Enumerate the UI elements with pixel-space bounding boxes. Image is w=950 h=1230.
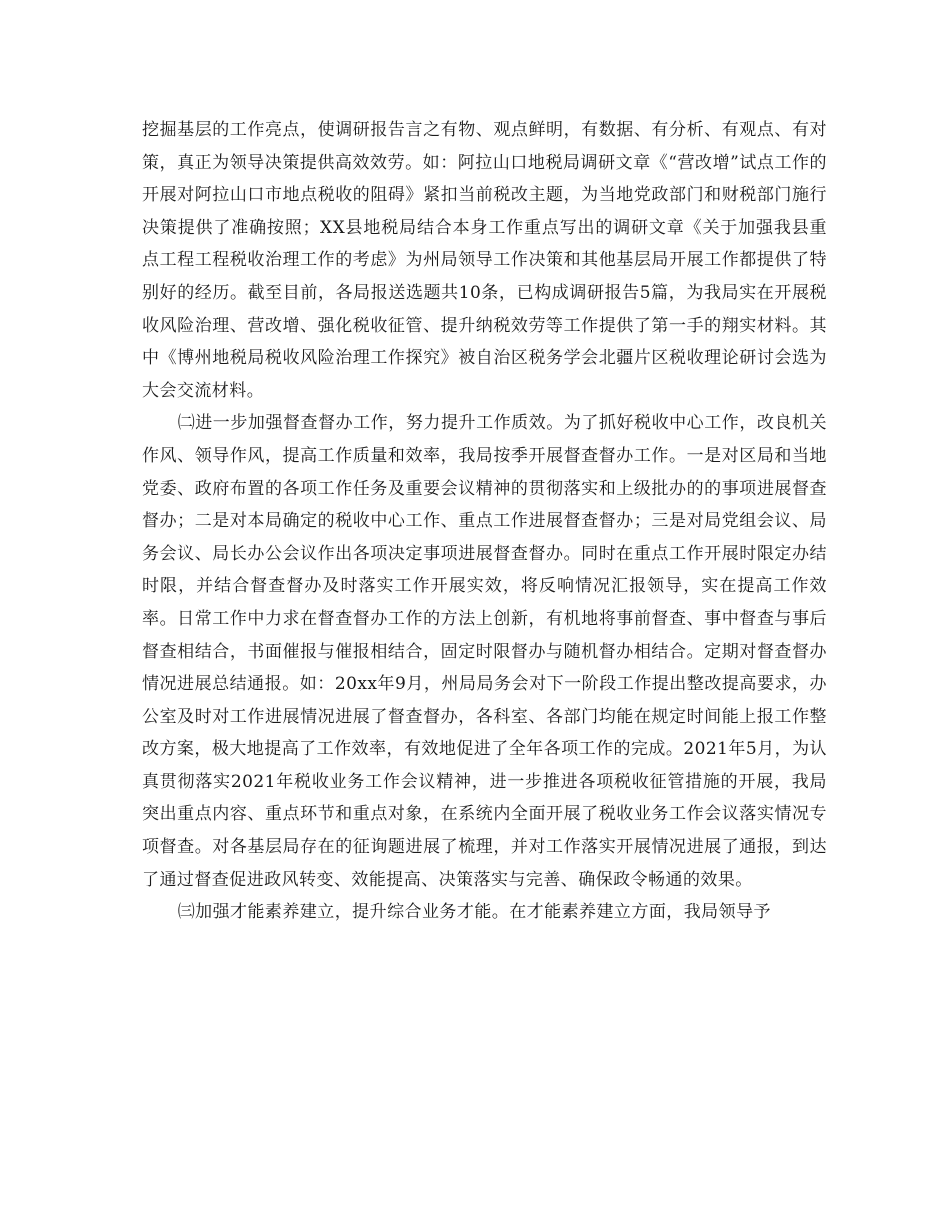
paragraph-capacity-building: ㈢加强才能素养建立，提升综合业务才能。在才能素养建立方面，我局领导予	[177, 902, 771, 923]
paragraph-supervision: ㈡进一步加强督查督办工作，努力提升工作质效。为了抓好税收中心工作，改良机关作风、领导作风，提高工作质量和效率，我局按季开展督查督办工作。一是对区局和当地党委、政府布置的各项工作任务及重要会议精神的贯彻落实和上级批办的的事项进展督查督办；二是对本局确定的税收中心工作、重点工作进展督查督办；三是对局党组会议、局务会议、局长办公会议作出各项决定事项进展督查督办。同时在重点工作开展时限定办结时限，并结合督查督办及时落实工作开展实效，将反响情况汇报领导，实在提高工作效率。日常工作中力求在督查督办工作的方法上创新，有机地将事前督查、事中督查与事后督查相结合，书面催报与催报相结合，固定时限督办与随机督办相结合。定期对督查督办情况进展总结通报。如：20xx年9月，州局局务会对下一阶段工作提出整改提高要求，办公室及时对工作进展情况进展了督查督办，各科室、各部门均能在规定时间能上报工作整改方案，极大地提高了工作效率，有效地促进了全年各项工作的完成。2021年5月，为认真贯彻落实2021年税收业务工作会议精神，进一步推进各项税收征管措施的开展，我局突出重点内容、重点环节和重点对象，在系统内全面开展了税收业务工作会议落实情况专项督查。对各基层局存在的征询题进展了梳理，并对工作落实开展情况进展了通报，到达了通过督查促进政风转变、效能提高、决策落实与完善、确保政令畅通的效果。	[142, 413, 827, 890]
paragraph-research-reports: 挖掘基层的工作亮点，使调研报告言之有物、观点鲜明，有数据、有分析、有观点、有对策，真正为领导决策提供高效效劳。如：阿拉山口地税局调研文章《“营改增”试点工作的开展对阿拉山口市地点税收的阻碍》紧扣当前税改主题，为当地党政部门和财税部门施行决策提供了准确按照；XX县地税局结合本身工作重点写出的调研文章《关于加强我县重点工程工程税收治理工作的考虑》为州局领导工作决策和其他基层局开展工作都提供了特别好的经历。截至目前，各局报送选题共10条，已构成调研报告5篇，为我局实在开展税收风险治理、营改增、强化税收征管、提升纳税效劳等工作提供了第一手的翔实材料。其中《博州地税局税收风险治理工作探究》被自治区税务学会北疆片区税收理论研讨会选为大会交流材料。	[142, 120, 827, 401]
document-page	[142, 114, 827, 929]
